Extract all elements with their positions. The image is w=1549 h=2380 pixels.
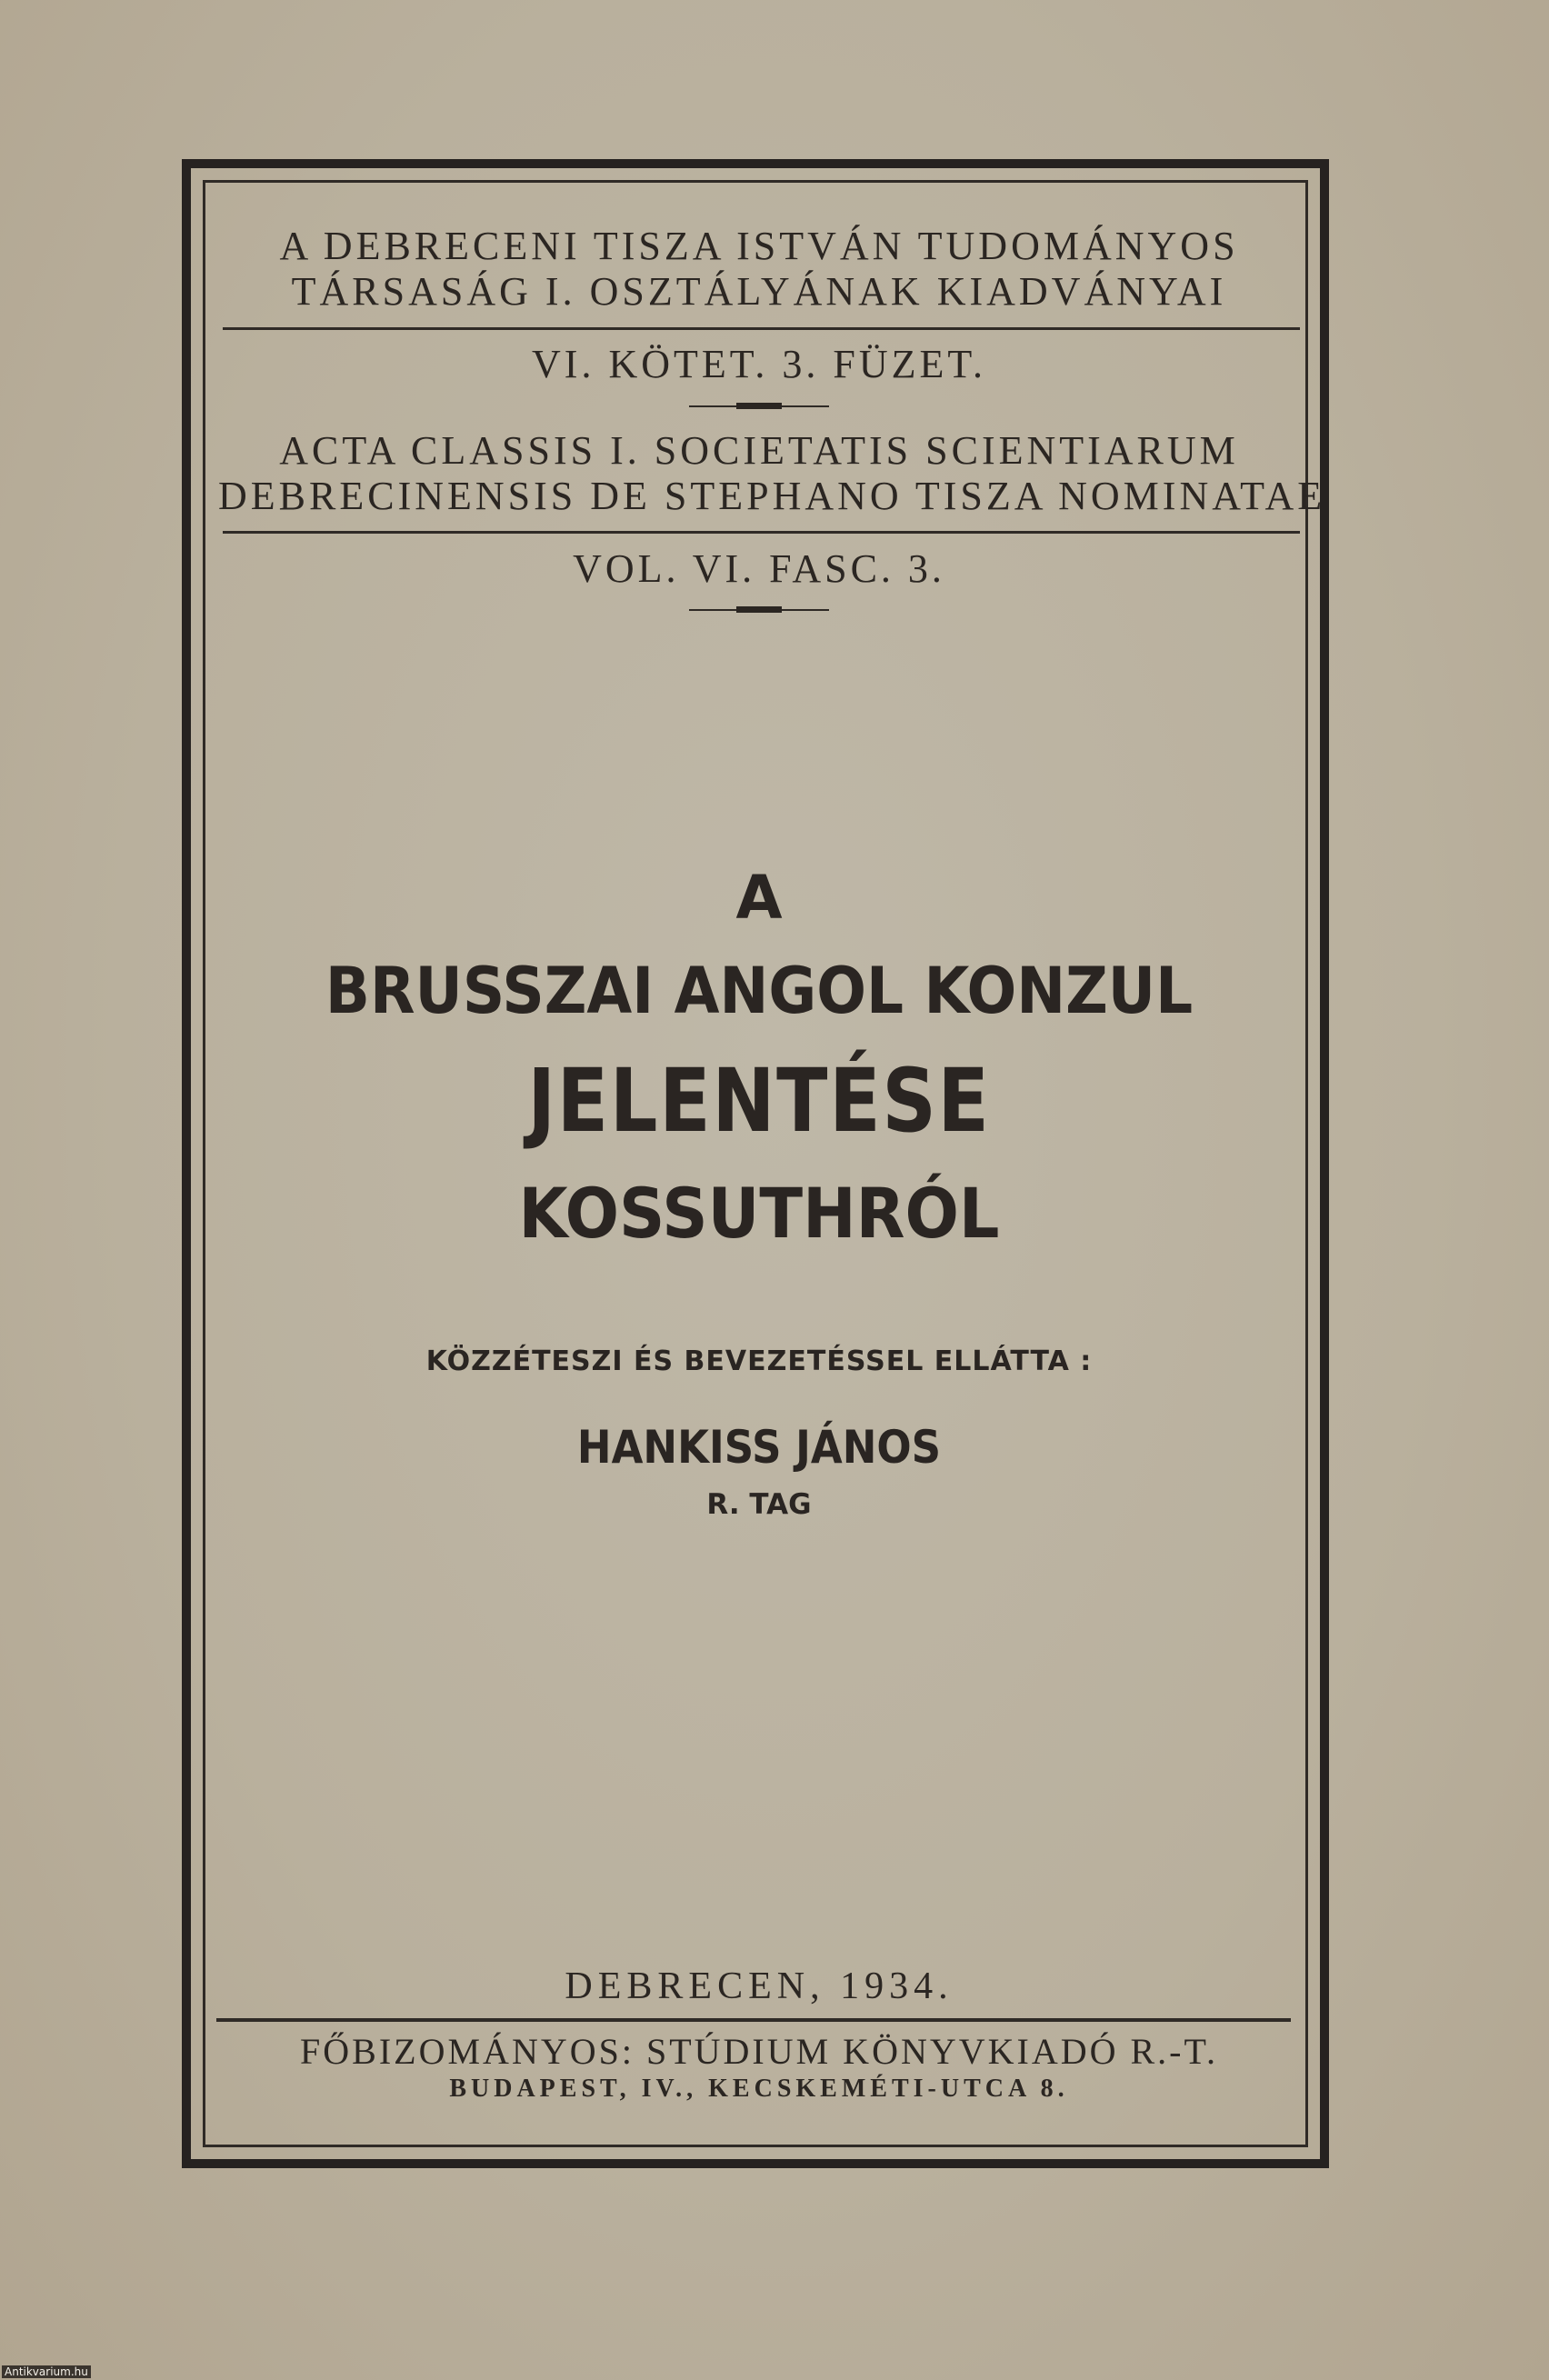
credit-label: KÖZZÉTESZI ÉS BEVEZETÉSSEL ELLÁTTA : (425, 1345, 1093, 1377)
title-line-1: A (735, 863, 783, 933)
author-role: R. TAG (706, 1488, 812, 1521)
watermark-label: Antikvarium.hu (2, 2365, 91, 2378)
series-line-2: TÁRSASÁG I. OSZTÁLYÁNAK KIADVÁNYAI (291, 269, 1227, 314)
volume-line: VI. KÖTET. 3. FÜZET. (532, 342, 986, 386)
distributor-line: FŐBIZOMÁNYOS: STÚDIUM KÖNYVKIADÓ R.-T. (300, 2031, 1218, 2072)
latin-volume-line: VOL. VI. FASC. 3. (573, 546, 945, 591)
title-line-3: JELENTÉSE (527, 1050, 991, 1152)
latin-line-1: ACTA CLASSIS I. SOCIETATIS SCIENTIARUM (279, 428, 1239, 473)
header-rule-2 (223, 531, 1300, 534)
title-line-2: BRUSSZAI ANGOL KONZUL (325, 954, 1194, 1028)
latin-line-2: DEBRECINENSIS DE STEPHANO TISZA NOMINATAE (218, 474, 1326, 518)
place-year: DEBRECEN, 1934. (565, 1965, 954, 2007)
header-rule-1 (223, 327, 1300, 330)
ornament-divider-2 (689, 605, 829, 615)
author-name: HANKISS JÁNOS (576, 1421, 942, 1474)
title-line-4: KOSSUTHRÓL (518, 1173, 1000, 1254)
address-line: BUDAPEST, IV., KECSKEMÉTI-UTCA 8. (449, 2075, 1069, 2103)
imprint-rule (216, 2018, 1291, 2022)
ornament-divider-1 (689, 401, 829, 412)
series-line-1: A DEBRECENI TISZA ISTVÁN TUDOMÁNYOS (279, 224, 1239, 268)
